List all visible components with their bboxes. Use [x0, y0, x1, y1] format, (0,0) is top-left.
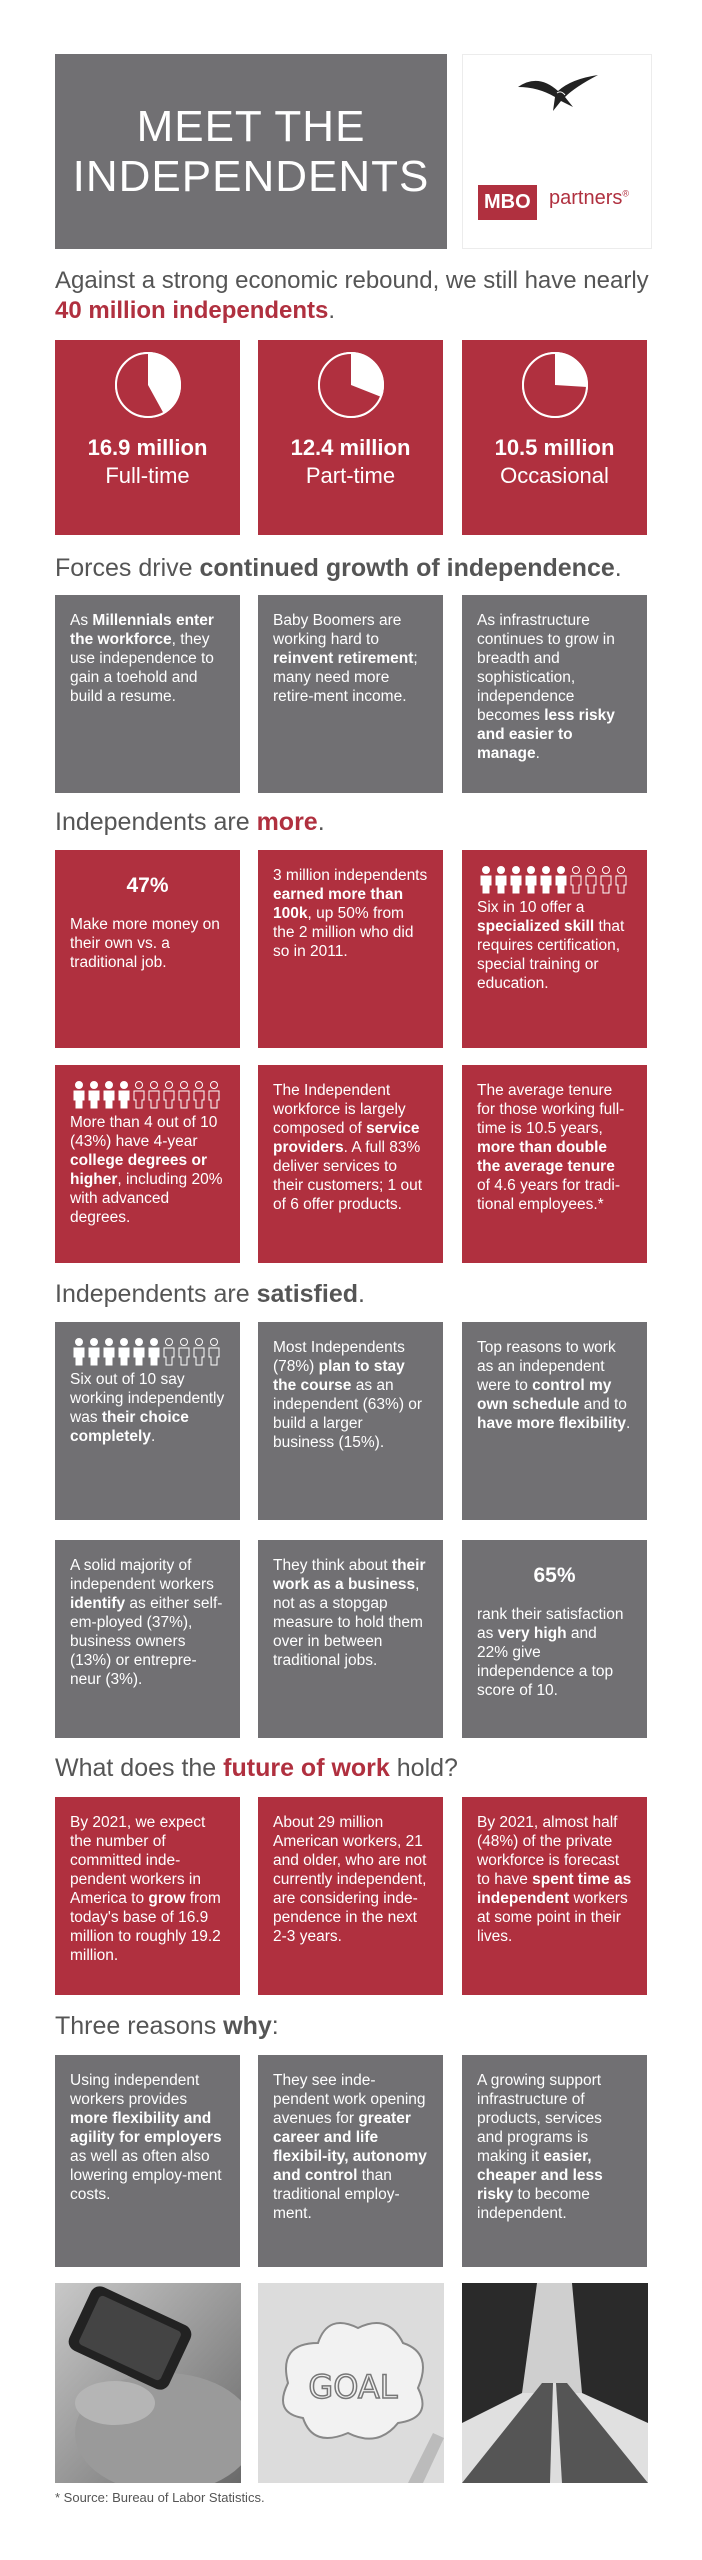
source-note: * Source: Bureau of Labor Statistics.: [55, 2490, 265, 2505]
photo-road: [462, 2283, 648, 2483]
person-icon-filled: [74, 1082, 84, 1109]
person-icon-filled: [89, 1082, 99, 1109]
person-icon-filled: [89, 1339, 99, 1366]
logo-partners: partners®: [549, 187, 630, 209]
stat-percent: 65%: [533, 1564, 576, 1587]
forces-card-boomers: Baby Boomers are working hard to reinvent retirement; many need more retire-ment income.: [258, 595, 443, 793]
satisfied-card-identify: A solid majority of independent workers identify as either self-em-ployed (37%), business owners (13%) or entrepre-neur (3%).: [55, 1540, 240, 1738]
person-icon-outline: [616, 867, 626, 894]
future-card-growth: By 2021, we expect the number of committed inde-pendent workers in America to grow from today's base of 16.9 million to roughly 19.2 million.: [55, 1797, 240, 1995]
more-card-skill: Six in 10 offer a specialized skill that requires certification, special training or education.: [462, 850, 647, 1048]
person-icon-outline: [179, 1339, 189, 1366]
satisfied-card-stay: Most Independents (78%) plan to stay the course as an independent (63%) or build a larger business (15%).: [258, 1322, 443, 1520]
more-card-tenure: The average tenure for those working full-time is 10.5 years, more than double the average tenure of 4.6 years for tradi-tional employees.*: [462, 1065, 647, 1263]
person-icon-filled: [496, 867, 506, 894]
why-card-flexibility: Using independent workers provides more flexibility and agility for employers as well as often also lowering employ-ment costs.: [55, 2055, 240, 2267]
more-heading: Independents are more.: [55, 808, 325, 836]
person-icon-filled: [481, 867, 491, 894]
title-line-2: INDEPENDENTS: [72, 151, 430, 201]
person-icon-filled: [134, 1339, 144, 1366]
why-card-career: They see inde-pendent work opening avenues for greater career and life flexibil-ity, autonomy and control than traditional employ-ment.: [258, 2055, 443, 2267]
person-icon-outline: [571, 867, 581, 894]
person-icon-outline: [209, 1082, 219, 1109]
stat-kind: Full-time: [105, 463, 190, 488]
road-image: [462, 2283, 648, 2483]
stat-card-occasional: [462, 340, 647, 535]
stat-kind: Part-time: [305, 463, 396, 488]
satisfied-card-business: They think about their work as a business, not as a stopgap measure to hold them over in between traditional jobs.: [258, 1540, 443, 1738]
logo-panel: [462, 54, 652, 249]
satisfied-card-score: 65% rank their satisfaction as very high and 22% give independence a top score of 10.: [462, 1540, 647, 1738]
phone-hand-image: [55, 2283, 241, 2483]
stat-card-parttime: [258, 340, 443, 535]
pie-chart-icon: [113, 350, 183, 420]
future-heading: What does the future of work hold?: [55, 1754, 458, 1782]
more-card-degrees: More than 4 out of 10 (43%) have 4-year college degrees or higher, including 20% with advanced degrees.: [55, 1065, 240, 1263]
stat-percent: 47%: [126, 874, 169, 897]
person-icon-filled: [119, 1082, 129, 1109]
person-icon-outline: [194, 1082, 204, 1109]
satisfied-heading: Independents are satisfied.: [55, 1280, 365, 1308]
photo-phone: [55, 2283, 241, 2483]
person-icon-filled: [74, 1339, 84, 1366]
person-icon-filled: [526, 867, 536, 894]
forces-card-infrastructure: As infrastructure continues to grow in breadth and sophistication, independence becomes less risky and easier to manage.: [462, 595, 647, 793]
satisfied-card-choice: Six out of 10 say working independently was their choice completely.: [55, 1322, 240, 1520]
person-icon-outline: [164, 1339, 174, 1366]
person-icon-filled: [104, 1339, 114, 1366]
more-card-service: The Independent workforce is largely composed of service providers. A full 83% deliver services to their customers; 1 out of 6 offer products.: [258, 1065, 443, 1263]
goal-drawing-image: [258, 2283, 444, 2483]
person-icon-outline: [179, 1082, 189, 1109]
person-icon-outline: [586, 867, 596, 894]
person-icon-outline: [149, 1082, 159, 1109]
person-icon-filled: [556, 867, 566, 894]
more-card-money: [55, 850, 240, 1048]
stat-amount: 10.5 million: [494, 435, 615, 460]
person-icon-outline: [209, 1339, 219, 1366]
future-card-considering: About 29 million American workers, 21 and older, who are not currently independent, are considering inde-pendence in the next 2-3 years.: [258, 1797, 443, 1995]
logo-mbo: MBO: [478, 185, 537, 220]
more-card-earnings: 3 million independents earned more than 100k, up 50% from the 2 million who did so in 2011.: [258, 850, 443, 1048]
stat-amount: 12.4 million: [290, 435, 411, 460]
person-icon-filled: [149, 1339, 159, 1366]
why-heading: Three reasons why:: [55, 2012, 279, 2040]
people-icon-row: [70, 1081, 230, 1109]
future-card-half: By 2021, almost half (48%) of the private workforce is forecast to have spent time as independent workers at some point in their lives.: [462, 1797, 647, 1995]
person-icon-outline: [601, 867, 611, 894]
forces-heading: Forces drive continued growth of independence.: [55, 554, 622, 582]
card-text: Make more money on their own vs. a traditional job.: [70, 916, 220, 971]
person-icon-outline: [164, 1082, 174, 1109]
people-icon-row: [477, 866, 637, 894]
people-icon-row: [70, 1338, 230, 1366]
photo-goal: [258, 2283, 444, 2483]
why-card-infrastructure: A growing support infrastructure of products, services and programs is making it easier, cheaper and less risky to become independent.: [462, 2055, 647, 2267]
person-icon-filled: [511, 867, 521, 894]
person-icon-outline: [194, 1339, 204, 1366]
person-icon-filled: [541, 867, 551, 894]
bird-icon: [513, 65, 603, 125]
pie-chart-icon: [316, 350, 386, 420]
stat-card-fulltime: [55, 340, 240, 535]
person-icon-filled: [104, 1082, 114, 1109]
satisfied-card-reasons: Top reasons to work as an independent were to control my own schedule and to have more flexibility.: [462, 1322, 647, 1520]
intro-text: Against a strong economic rebound, we still have nearly 40 million independents.: [55, 267, 649, 324]
person-icon-filled: [119, 1339, 129, 1366]
stat-amount: 16.9 million: [87, 435, 208, 460]
goal-word: GOAL: [308, 2368, 398, 2406]
pie-chart-icon: [520, 350, 590, 420]
forces-card-millennials: As Millennials enter the workforce, they use independence to gain a toehold and build a resume.: [55, 595, 240, 793]
title-line-1: MEET THE: [136, 101, 366, 151]
stat-kind: Occasional: [500, 463, 609, 488]
title-banner: [55, 54, 447, 249]
person-icon-outline: [134, 1082, 144, 1109]
